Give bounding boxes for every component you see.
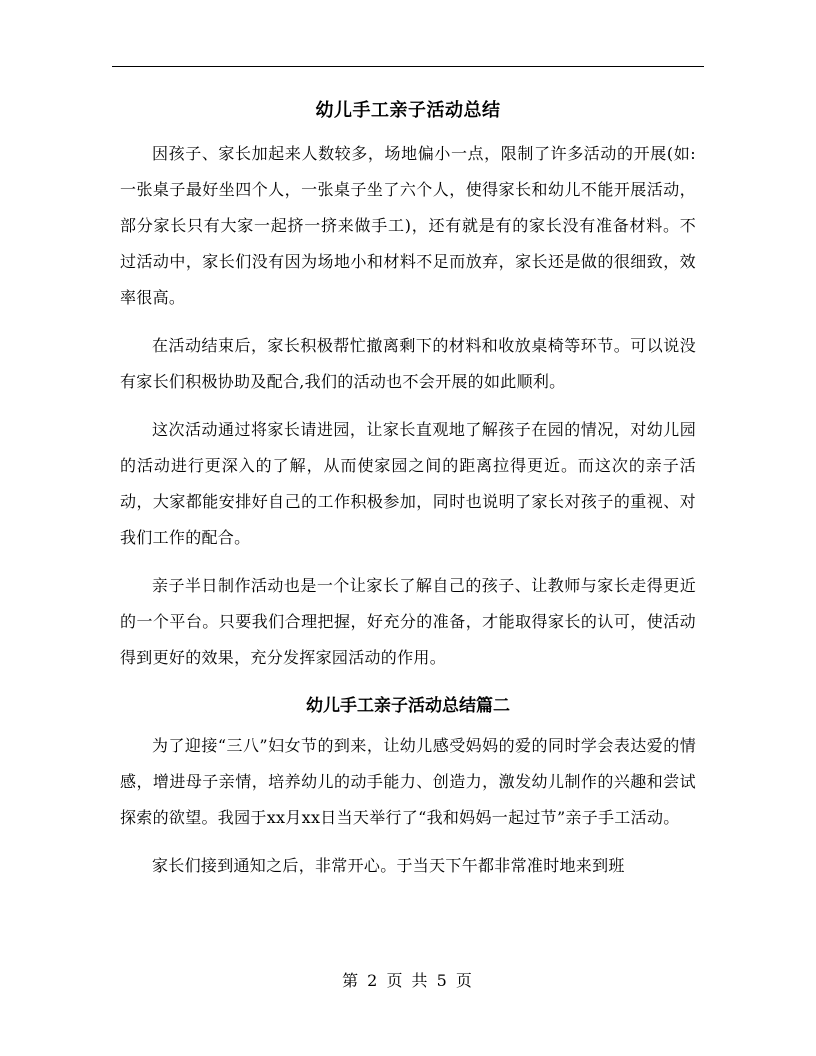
paragraph-3: 这次活动通过将家长请进园，让家长直观地了解孩子在园的情况，对幼儿园的活动进行更深入的了解，从而使家园之间的距离拉得更近。而这次的亲子活动，大家都能安排好自己的工作积极参加，同时也说明了家长对孩子的重视、对我们工作的配合。 [120, 420, 696, 547]
section-2-paragraph-2: 家长们接到通知之后，非常开心。于当天下午都非常准时地来到班 [152, 856, 625, 875]
paragraph-4: 亲子半日制作活动也是一个让家长了解自己的孩子、让教师与家长走得更近的一个平台。只要我们合理把握，好充分的准备，才能取得家长的认可，使活动得到更好的效果，充分发挥家园活动的作用。 [120, 576, 696, 667]
section-2-paragraph-1: 为了迎接“三八”妇女节的到来，让幼儿感受妈妈的爱的同时学会表达爱的情感，增进母子亲情，培养幼儿的动手能力、创造力，激发幼儿制作的兴趣和尝试探索的欲望。我园于xx月xx日当天举行了“我和妈妈一起过节”亲子手工活动。 [120, 736, 696, 827]
page-number: 第 2 页 共 5 页 [342, 971, 474, 990]
paragraph-2: 在活动结束后，家长积极帮忙撤离剩下的材料和收放桌椅等环节。可以说没有家长们积极协助及配合,我们的活动也不会开展的如此顺利。 [120, 336, 696, 391]
section-2-title: 幼儿手工亲子活动总结篇二 [306, 696, 510, 716]
header-rule [112, 66, 704, 67]
paragraph-1: 因孩子、家长加起来人数较多，场地偏小一点，限制了许多活动的开展(如:一张桌子最好坐四个人，一张桌子坐了六个人，使得家长和幼儿不能开展活动，部分家长只有大家一起挤一挤来做手工)，还有就是有的家长没有准备材料。不过活动中，家长们没有因为场地小和材料不足而放弃，家长还是做的很细致，效率很高。 [120, 144, 696, 307]
document-title: 幼儿手工亲子活动总结 [315, 100, 501, 121]
document-body [120, 92, 696, 896]
